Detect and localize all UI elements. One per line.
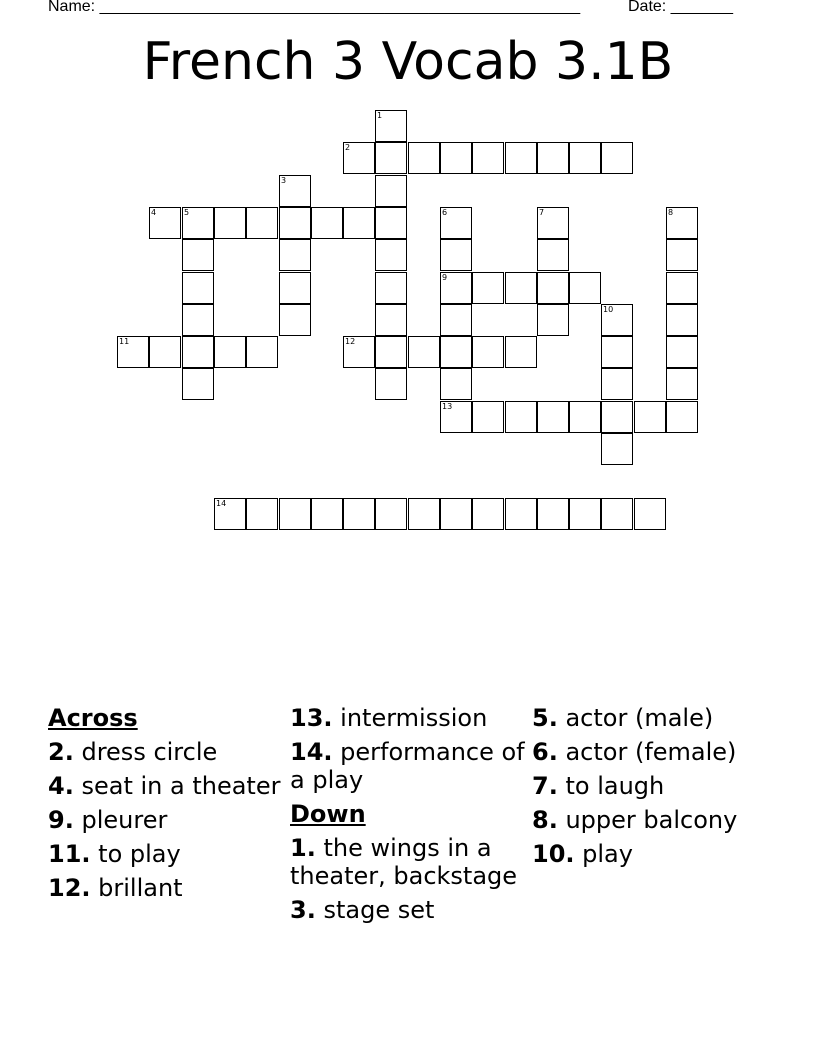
clue-text: upper balcony	[565, 806, 738, 834]
clue-text: to laugh	[565, 772, 665, 800]
clue-text: stage set	[323, 896, 435, 924]
grid-cell[interactable]	[343, 498, 375, 530]
clue-down-10	[532, 840, 772, 868]
clue-text: pleurer	[81, 806, 168, 834]
grid-cell[interactable]	[537, 401, 569, 433]
grid-cell[interactable]	[311, 498, 343, 530]
grid-cell[interactable]	[601, 304, 633, 336]
grid-cell[interactable]	[375, 110, 407, 142]
page-title: French 3 Vocab 3.1B	[142, 32, 674, 92]
clue-number: 8.	[532, 806, 558, 834]
grid-cell[interactable]	[505, 142, 537, 174]
cell-number: 7	[539, 208, 545, 217]
clue-across-13	[290, 704, 530, 732]
clue-down-8	[532, 806, 772, 834]
clue-down-6	[532, 738, 772, 766]
crossword-grid	[117, 110, 699, 530]
grid-cell[interactable]	[375, 336, 407, 368]
grid-cell[interactable]	[472, 336, 504, 368]
clue-text: intermission	[340, 704, 488, 732]
down-heading: Down	[290, 800, 366, 828]
grid-cell[interactable]	[537, 239, 569, 271]
grid-cell[interactable]	[343, 336, 375, 368]
clue-number: 3.	[290, 896, 316, 924]
clue-number: 14.	[290, 738, 333, 766]
grid-cell[interactable]	[666, 336, 698, 368]
clue-text: performance of a play	[290, 738, 525, 794]
clue-number: 1.	[290, 834, 316, 862]
grid-cell[interactable]	[537, 142, 569, 174]
clue-down-5	[532, 704, 772, 732]
clue-down-1	[290, 834, 530, 890]
grid-cell[interactable]	[472, 498, 504, 530]
clue-number: 9.	[48, 806, 74, 834]
grid-cell[interactable]	[569, 142, 601, 174]
grid-cell[interactable]	[440, 304, 472, 336]
grid-cell[interactable]	[472, 401, 504, 433]
clue-text: dress circle	[81, 738, 218, 766]
grid-cell[interactable]	[214, 207, 246, 239]
grid-cell[interactable]	[537, 304, 569, 336]
grid-cell[interactable]	[149, 336, 181, 368]
clue-down-7	[532, 772, 772, 800]
name-field-label: Name: ______________________________________________________	[48, 0, 581, 15]
grid-cell[interactable]	[601, 336, 633, 368]
grid-cell[interactable]	[246, 207, 278, 239]
clue-text: actor (male)	[565, 704, 714, 732]
grid-cell[interactable]	[472, 142, 504, 174]
grid-cell[interactable]	[666, 368, 698, 400]
cell-number: 11	[119, 337, 130, 346]
grid-cell[interactable]	[505, 272, 537, 304]
grid-cell[interactable]	[408, 142, 440, 174]
grid-cell[interactable]	[472, 272, 504, 304]
clue-number: 12.	[48, 874, 91, 902]
clue-number: 11.	[48, 840, 91, 868]
grid-cell[interactable]	[375, 272, 407, 304]
grid-cell[interactable]	[569, 272, 601, 304]
grid-cell[interactable]	[505, 498, 537, 530]
grid-cell[interactable]	[634, 401, 666, 433]
grid-cell[interactable]	[182, 368, 214, 400]
cell-number: 4	[151, 208, 157, 217]
grid-cell[interactable]	[117, 336, 149, 368]
cell-number: 10	[603, 305, 614, 314]
grid-cell[interactable]	[537, 207, 569, 239]
grid-cell[interactable]	[569, 401, 601, 433]
grid-cell[interactable]	[505, 401, 537, 433]
clue-number: 13.	[290, 704, 333, 732]
grid-cell[interactable]	[601, 433, 633, 465]
grid-cell[interactable]	[375, 142, 407, 174]
grid-cell[interactable]	[408, 498, 440, 530]
grid-cell[interactable]	[666, 272, 698, 304]
clue-number: 6.	[532, 738, 558, 766]
grid-cell[interactable]	[375, 304, 407, 336]
clue-number: 5.	[532, 704, 558, 732]
clue-across-11	[48, 840, 288, 868]
cell-number: 5	[184, 208, 190, 217]
clue-number: 7.	[532, 772, 558, 800]
grid-cell[interactable]	[214, 498, 246, 530]
grid-cell[interactable]	[149, 207, 181, 239]
grid-cell[interactable]	[634, 498, 666, 530]
cell-number: 1	[377, 111, 383, 120]
clue-text: actor (female)	[565, 738, 737, 766]
clue-number: 10.	[532, 840, 575, 868]
grid-cell[interactable]	[343, 142, 375, 174]
grid-cell[interactable]	[666, 304, 698, 336]
clue-across-14	[290, 738, 530, 794]
grid-cell[interactable]	[569, 498, 601, 530]
grid-cell[interactable]	[440, 336, 472, 368]
clue-across-9	[48, 806, 288, 834]
clue-number: 4.	[48, 772, 74, 800]
clue-text: to play	[98, 840, 181, 868]
grid-cell[interactable]	[601, 401, 633, 433]
cell-number: 2	[345, 143, 351, 152]
grid-cell[interactable]	[440, 239, 472, 271]
cell-number: 12	[345, 337, 356, 346]
cell-number: 9	[442, 273, 448, 282]
grid-cell[interactable]	[182, 336, 214, 368]
grid-cell[interactable]	[279, 498, 311, 530]
grid-cell[interactable]	[279, 304, 311, 336]
clue-across-4	[48, 772, 288, 800]
cell-number: 14	[216, 499, 227, 508]
grid-cell[interactable]	[279, 207, 311, 239]
clue-text: seat in a theater	[81, 772, 281, 800]
grid-cell[interactable]	[375, 175, 407, 207]
grid-cell[interactable]	[182, 272, 214, 304]
cell-number: 3	[281, 176, 287, 185]
grid-cell[interactable]	[440, 498, 472, 530]
grid-cell[interactable]	[279, 239, 311, 271]
grid-cell[interactable]	[375, 239, 407, 271]
clues-column-1	[48, 704, 288, 908]
clue-text: play	[582, 840, 633, 868]
grid-cell[interactable]	[601, 368, 633, 400]
grid-cell[interactable]	[666, 239, 698, 271]
grid-cell[interactable]	[440, 142, 472, 174]
grid-cell[interactable]	[182, 207, 214, 239]
grid-cell[interactable]	[440, 368, 472, 400]
clue-text: brillant	[98, 874, 183, 902]
grid-cell[interactable]	[279, 175, 311, 207]
grid-cell[interactable]	[343, 207, 375, 239]
grid-cell[interactable]	[537, 272, 569, 304]
cell-number: 8	[668, 208, 674, 217]
grid-cell[interactable]	[601, 142, 633, 174]
clue-down-3	[290, 896, 530, 924]
grid-cell[interactable]	[279, 272, 311, 304]
grid-cell[interactable]	[408, 336, 440, 368]
clue-across-12	[48, 874, 288, 902]
grid-cell[interactable]	[537, 498, 569, 530]
grid-cell[interactable]	[214, 336, 246, 368]
clues-column-2	[290, 704, 530, 930]
grid-cell[interactable]	[505, 336, 537, 368]
grid-cell[interactable]	[246, 498, 278, 530]
grid-cell[interactable]	[311, 207, 343, 239]
grid-cell[interactable]	[666, 401, 698, 433]
grid-cell[interactable]	[375, 368, 407, 400]
date-field-label: Date: _______	[628, 0, 733, 15]
across-heading: Across	[48, 704, 138, 732]
clue-across-2	[48, 738, 288, 766]
clue-text: the wings in a theater, backstage	[290, 834, 518, 890]
cell-number: 6	[442, 208, 448, 217]
grid-cell[interactable]	[182, 239, 214, 271]
cell-number: 13	[442, 402, 453, 411]
clues-column-3	[532, 704, 772, 874]
grid-cell[interactable]	[440, 401, 472, 433]
clue-number: 2.	[48, 738, 74, 766]
grid-cell[interactable]	[375, 498, 407, 530]
grid-cell[interactable]	[246, 336, 278, 368]
grid-cell[interactable]	[440, 272, 472, 304]
grid-cell[interactable]	[182, 304, 214, 336]
grid-cell[interactable]	[440, 207, 472, 239]
grid-cell[interactable]	[601, 498, 633, 530]
grid-cell[interactable]	[375, 207, 407, 239]
grid-cell[interactable]	[666, 207, 698, 239]
